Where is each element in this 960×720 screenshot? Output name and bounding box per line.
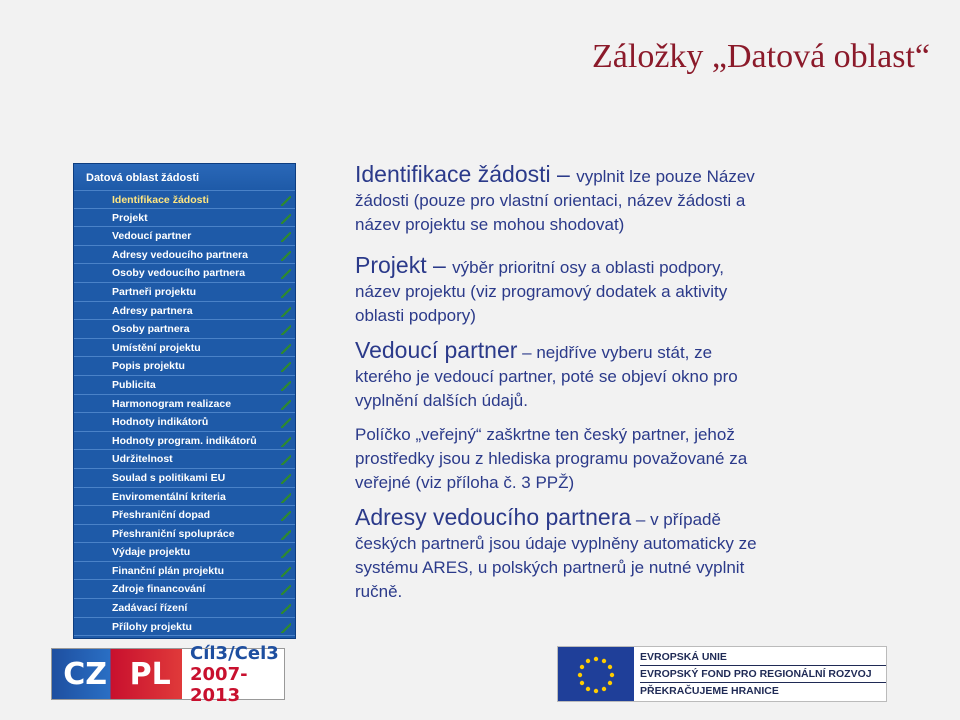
text: veřejné (viz příloha č. 3 PPŽ) <box>355 473 575 492</box>
text: systému ARES, u polských partnerů je nutné vyplnit <box>355 558 745 577</box>
paragraph-adresy <box>355 505 885 604</box>
eu-line1: EVROPSKÁ UNIE <box>640 649 886 666</box>
sidebar-item-label: Zdroje financování <box>112 583 206 596</box>
sidebar-list <box>74 190 295 636</box>
sidebar-item-label: Umístění projektu <box>112 341 201 354</box>
sidebar-item-financni-plan[interactable] <box>74 562 295 581</box>
sidebar-item-label: Hodnoty indikátorů <box>112 416 209 429</box>
text: vyplnit lze pouze Název <box>576 167 755 186</box>
czpl-line1: Cíl3/Cel3 <box>190 642 279 664</box>
eu-logo <box>557 646 887 702</box>
czpl-line2: 2007-2013 <box>190 663 248 706</box>
chevron-icon <box>281 604 291 614</box>
sidebar-item-label: Enviromentální kriteria <box>112 490 226 503</box>
sidebar-item-label: Soulad s politikami EU <box>112 471 226 484</box>
sidebar-item-label: Přílohy projektu <box>112 620 192 633</box>
page-title: Záložky „Datová oblast“ <box>592 38 930 75</box>
dash: – <box>426 252 453 278</box>
sidebar-item-umisteni[interactable] <box>74 339 295 358</box>
sidebar-header: Datová oblast žádosti <box>74 164 295 190</box>
sidebar-item-publicita[interactable] <box>74 376 295 395</box>
chevron-icon <box>281 325 291 335</box>
sidebar-item-adresy-partnera[interactable] <box>74 302 295 321</box>
czpl-flag <box>52 649 182 699</box>
paragraph-projekt <box>355 253 885 328</box>
text: vyplnění dalších údajů. <box>355 391 528 410</box>
chevron-icon <box>281 400 291 410</box>
paragraph-identifikace <box>355 162 885 237</box>
chevron-icon <box>281 344 291 354</box>
term: Projekt <box>355 252 427 278</box>
dash: – <box>517 343 537 362</box>
sidebar-item-prilohy[interactable] <box>74 618 295 637</box>
text: ručně. <box>355 582 403 601</box>
dash: – <box>550 161 577 187</box>
sidebar-item-osoby-vp[interactable] <box>74 264 295 283</box>
sidebar-item-udrzitelnost[interactable] <box>74 450 295 469</box>
text: českých partnerů jsou údaje vyplněny automaticky ze <box>355 534 757 553</box>
czpl-logo <box>51 642 285 706</box>
sidebar-item-hodnoty-program[interactable] <box>74 432 295 451</box>
paragraph-vedouci-partner <box>355 338 885 413</box>
sidebar-item-label: Identifikace žádosti <box>112 194 209 206</box>
content-area <box>355 162 885 614</box>
sidebar-item-label: Popis projektu <box>112 360 185 373</box>
sidebar-item-label: Vedoucí partner <box>112 230 192 243</box>
text: Políčko „veřejný“ zaškrtne ten český partner, jehož <box>355 425 735 444</box>
pl-label: PL <box>129 656 171 692</box>
chevron-icon <box>281 362 291 372</box>
chevron-icon <box>281 251 291 261</box>
text: název projektu (viz programový dodatek a aktivity <box>355 282 728 301</box>
sidebar-item-label: Výdaje projektu <box>112 546 191 559</box>
chevron-icon <box>281 196 291 206</box>
sidebar-item-partneri[interactable] <box>74 283 295 302</box>
paragraph-verejny <box>355 423 885 495</box>
chevron-icon <box>281 307 291 317</box>
sidebar-item-osoby-partnera[interactable] <box>74 320 295 339</box>
sidebar-item-zdroje[interactable] <box>74 580 295 599</box>
text: nejdříve vyberu stát, ze <box>536 343 713 362</box>
chevron-icon <box>281 548 291 558</box>
term: Identifikace žádosti <box>355 161 551 187</box>
sidebar-item-zadavaci[interactable] <box>74 599 295 618</box>
text: v případě <box>650 510 721 529</box>
chevron-icon <box>281 381 291 391</box>
eu-line3: PŘEKRAČUJEME HRANICE <box>640 684 779 697</box>
sidebar-item-label: Osoby vedoucího partnera <box>112 267 246 280</box>
chevron-icon <box>281 511 291 521</box>
sidebar-item-label: Projekt <box>112 211 148 224</box>
dash: – <box>631 510 651 529</box>
chevron-icon <box>281 455 291 465</box>
sidebar-item-popis[interactable] <box>74 357 295 376</box>
sidebar-item-hodnoty-indikatoru[interactable] <box>74 413 295 432</box>
eu-line2: EVROPSKÝ FOND PRO REGIONÁLNÍ ROZVOJ <box>640 666 886 683</box>
text: prostředky jsou z hlediska programu považované za <box>355 449 748 468</box>
sidebar-nav <box>73 163 296 639</box>
chevron-icon <box>281 474 291 484</box>
chevron-icon <box>281 418 291 428</box>
chevron-icon <box>281 567 291 577</box>
chevron-icon <box>281 493 291 503</box>
sidebar-item-label: Publicita <box>112 378 156 391</box>
sidebar-item-adresy-vp[interactable] <box>74 246 295 265</box>
sidebar-item-label: Zadávací řízení <box>112 602 188 615</box>
text: oblasti podpory) <box>355 306 476 325</box>
eu-stars-icon <box>558 647 634 703</box>
sidebar-item-label: Udržitelnost <box>112 453 173 466</box>
text: název projektu se mohou shodovat) <box>355 215 625 234</box>
term: Adresy vedoucího partnera <box>355 504 632 530</box>
chevron-icon <box>281 623 291 633</box>
text: žádosti (pouze pro vlastní orientaci, název žádosti a <box>355 191 746 210</box>
sidebar-item-label: Přeshraniční spolupráce <box>112 527 235 540</box>
cz-label: CZ <box>63 656 108 692</box>
sidebar-item-label: Harmonogram realizace <box>112 397 232 410</box>
sidebar-item-label: Přeshraniční dopad <box>112 509 211 522</box>
sidebar-item-vydaje[interactable] <box>74 543 295 562</box>
text: výběr prioritní osy a oblasti podpory, <box>452 258 724 277</box>
text: kterého je vedoucí partner, poté se objeví okno pro <box>355 367 738 386</box>
chevron-icon <box>281 288 291 298</box>
sidebar-item-label: Osoby partnera <box>112 323 190 336</box>
sidebar-item-label: Hodnoty program. indikátorů <box>112 434 257 447</box>
chevron-icon <box>281 214 291 224</box>
term: Vedoucí partner <box>355 337 518 363</box>
sidebar-item-label: Partneři projektu <box>112 285 197 298</box>
sidebar-item-soulad[interactable] <box>74 469 295 488</box>
sidebar-item-identifikace[interactable] <box>74 190 295 209</box>
chevron-icon <box>281 232 291 242</box>
sidebar-item-projekt[interactable] <box>74 209 295 228</box>
sidebar-item-vedouci-partner[interactable] <box>74 227 295 246</box>
sidebar-item-label: Finanční plán projektu <box>112 564 225 577</box>
chevron-icon <box>281 269 291 279</box>
eu-text <box>634 647 886 701</box>
sidebar-item-harmonogram[interactable] <box>74 395 295 414</box>
czpl-text <box>182 642 284 706</box>
sidebar-item-label: Adresy partnera <box>112 304 193 317</box>
chevron-icon <box>281 530 291 540</box>
chevron-icon <box>281 437 291 447</box>
sidebar-item-enviro[interactable] <box>74 488 295 507</box>
sidebar-item-preshranicni-spoluprace[interactable] <box>74 525 295 544</box>
chevron-icon <box>281 585 291 595</box>
sidebar-item-preshranicni-dopad[interactable] <box>74 506 295 525</box>
eu-flag-icon <box>558 647 634 701</box>
sidebar-item-label: Adresy vedoucího partnera <box>112 248 248 261</box>
